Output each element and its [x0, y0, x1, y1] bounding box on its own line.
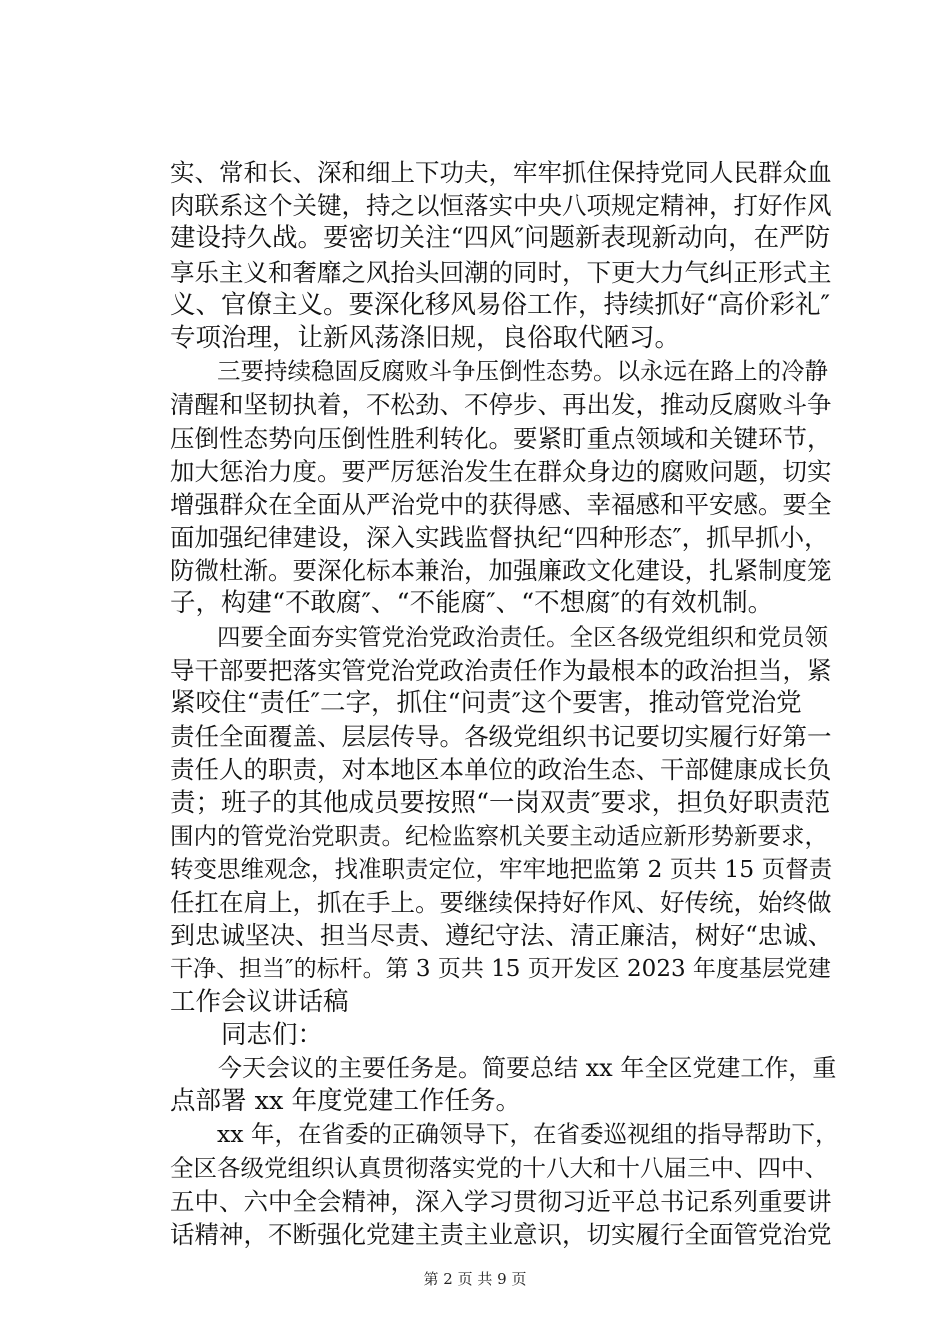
text-line: 责；班子的其他成员要按照“一岗双责″要求，担负好职责范	[170, 787, 831, 818]
text-line: 话精神，不断强化党建主责主业意识，切实履行全面管党治党	[170, 1220, 832, 1249]
text-line: 三要持续稳固反腐败斗争压倒性态势。以永远在路上的冷静	[170, 357, 828, 386]
text-line: 压倒性态势向压倒性胜利转化。要紧盯重点领域和关键环节，	[170, 423, 832, 453]
text-line: 肉联系这个关键，持之以恒落实中央八项规定精神，打好作风	[170, 191, 832, 221]
text-line: 转变思维观念，找准职责定位，牢牢地把监第 2 页共 15 页督责	[170, 854, 833, 883]
text-line: 增强群众在全面从严治党中的获得感、幸福感和平安感。要全	[170, 489, 832, 519]
text-line: 全区各级党组织认真贯彻落实党的十八大和十八届三中、四中、	[170, 1153, 828, 1182]
text-line: 享乐主义和奢靡之风抬头回潮的同时，下更大力气纠正形式主	[170, 257, 832, 287]
text-line: 紧咬住“责任″二字，抓住“问责″这个要害，推动管党治党	[170, 688, 802, 718]
text-line: 建设持久战。要密切关注“四风″问题新表现新动向，在严防	[170, 223, 831, 254]
page-number-footer: 第 2 页 共 9 页	[423, 1270, 527, 1288]
text-line: 责任人的职责，对本地区本单位的政治生态、干部健康成长负	[170, 755, 832, 785]
text-line: xx 年，在省委的正确领导下，在省委巡视组的指导帮助下，	[170, 1120, 839, 1149]
text-line: 到忠诚坚决、担当尽责、遵纪守法、清正廉洁，树好“忠诚、	[170, 921, 833, 951]
text-line: 加大惩治力度。要严厉惩治发生在群众身边的腐败问题，切实	[170, 456, 832, 486]
text-line: 工作会议讲话稿	[170, 986, 349, 1017]
text-line: 五中、六中全会精神，深入学习贯彻习近平总书记系列重要讲	[170, 1186, 832, 1216]
text-line: 干净、担当″的标杆。第 3 页共 15 页开发区 2023 年度基层党建	[170, 955, 831, 982]
text-line: 任扛在肩上，抓在手上。要继续保持好作风、好传统，始终做	[170, 888, 832, 918]
text-line: 点部署 xx 年度党建工作任务。	[170, 1086, 521, 1117]
text-line: 实、常和长、深和细上下功夫，牢牢抓住保持党同人民群众血	[170, 158, 832, 187]
text-line: 面加强纪律建设，深入实践监督执纪“四种形态″，抓早抓小，	[170, 523, 829, 553]
document-body	[170, 156, 840, 1251]
text-line: 四要全面夯实管党治党政治责任。全区各级党组织和党员领	[170, 622, 828, 651]
text-line: 围内的管党治党职责。纪检监察机关要主动适应新形势新要求，	[170, 821, 828, 850]
text-line: 同志们：	[170, 1019, 324, 1050]
text-line: 责任全面覆盖、层层传导。各级党组织书记要切实履行好第一	[170, 722, 832, 752]
text-line: 义、官僚主义。要深化移风易俗工作，持续抓好“高价彩礼″	[170, 289, 831, 320]
text-line: 今天会议的主要任务是。简要总结 xx 年全区党建工作，重	[170, 1054, 837, 1083]
text-line: 专项治理，让新风荡涤旧规，良俗取代陋习。	[170, 322, 681, 353]
text-line: 防微杜渐。要深化标本兼治，加强廉政文化建设，扎紧制度笼	[170, 556, 832, 586]
text-line: 导干部要把落实管党治党政治责任作为最根本的政治担当，紧	[170, 655, 832, 685]
text-line: 清醒和坚韧执着，不松劲、不停步、再出发，推动反腐败斗争	[170, 390, 832, 420]
text-line: 子，构建“不敢腐″、“不能腐″、“不想腐″的有效机制。	[170, 588, 774, 619]
